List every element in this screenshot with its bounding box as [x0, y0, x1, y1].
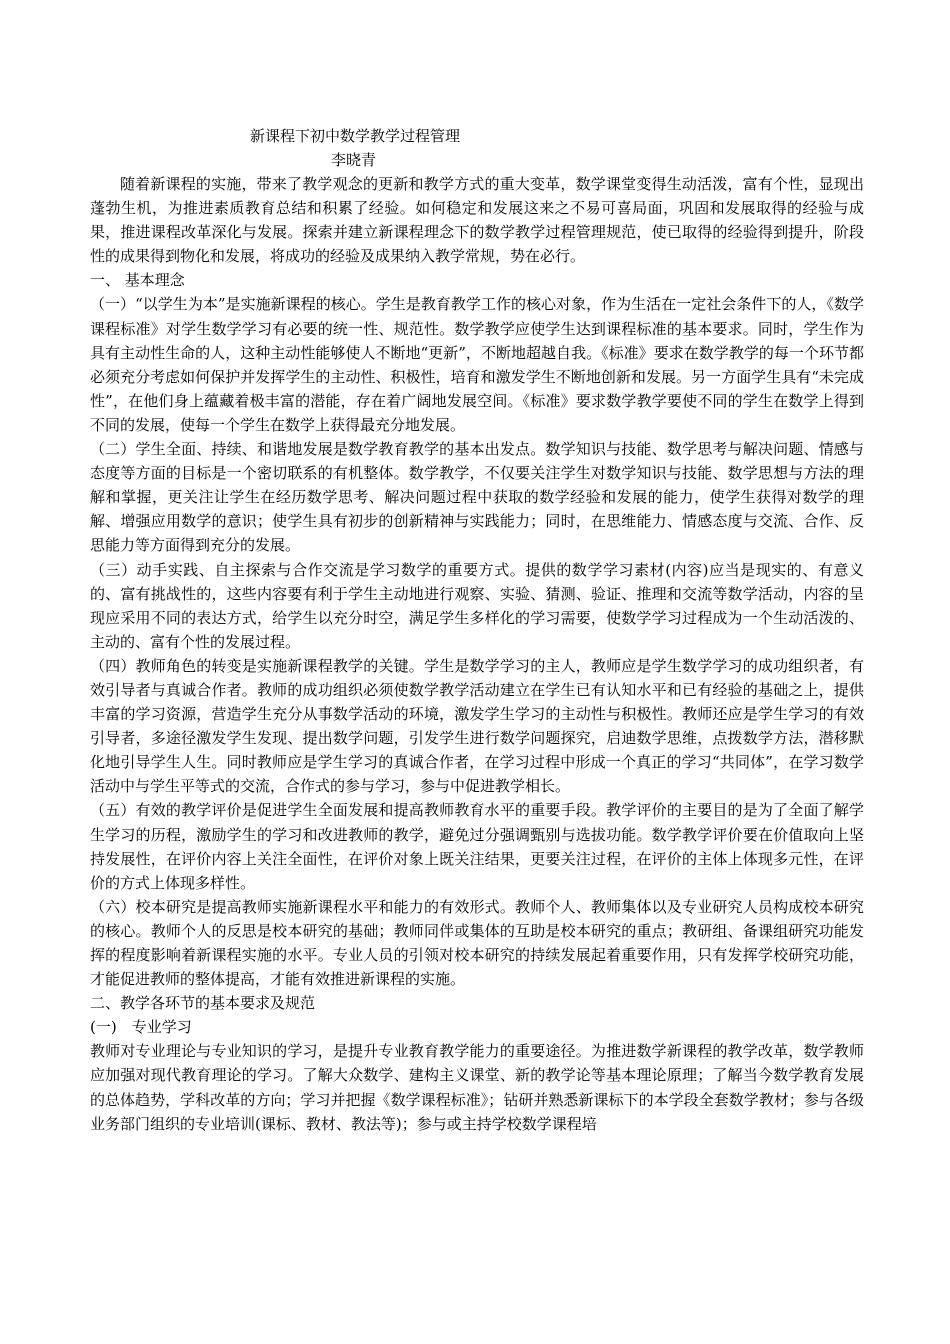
subsection-heading-professional-study: (一) 专业学习 [90, 1018, 192, 1037]
paragraph-student-centered: （一）“以学生为本”是实施新课程的核心。学生是教育教学工作的核心对象，作为生活在一定社会条件下的人，《数学课程标准》对学生数学学习有必要的统一性、规范性。数学教学应使学生达到课程标准的基本要求。同时，学生作为具有主动性生命的人，这种主动性能够使人不断地“更新”，不断地超越自我。《标准》要求在数学教学的每一个环节都必须充分考虑如何保护并发挥学生的主动性、积极性，培育和激发学生不断地创新和发展。另一方面学生具有“未完成性”，在他们身上蕴藏着极丰富的潜能，存在着广阔地发展空间。《标准》要求数学教学要使不同的学生在数学上得到不同的发展，使每一个学生在数学上获得最充分地发展。 [90, 295, 864, 434]
paragraph-hands-on-practice: （三）动手实践、自主探索与合作交流是学习数学的重要方式。提供的数学学习素材(内容)应当是现实的、有意义的、富有挑战性的，这些内容要有利于学生主动地进行观察、实验、猜测、验证、推理和交流等数学活动，内容的呈现应采用不同的表达方式，给学生以充分时空，满足学生多样化的学习需要，使数学学习过程成为一个生动活泼的、主动的、富有个性的发展过程。 [90, 560, 864, 651]
paragraph-teaching-evaluation: （五）有效的教学评价是促进学生全面发展和提高教师教育水平的重要手段。教学评价的主要目的是为了全面了解学生学习的历程，激励学生的学习和改进教师的教学，避免过分强调甄别与选拔功能。数学教学评价要在价值取向上坚持发展性，在评价内容上关注全面性，在评价对象上既关注结果，更要关注过程，在评价的主体上体现多元性，在评价的方式上体现多样性。 [90, 801, 864, 892]
intro-paragraph: 随着新课程的实施，带来了教学观念的更新和教学方式的重大变革，数学课堂变得生动活泼，富有个性，显现出蓬勃生机，为推进素质教育总结和积累了经验。如何稳定和发展这来之不易可喜局面，巩固和发展取得的经验与成果，推进课程改革深化与发展。探索并建立新课程理念下的数学教学过程管理规范，使已取得的经验得到提升，阶段性的成果得到物化和发展，将成功的经验及成果纳入教学常规，势在必行。 [90, 175, 864, 266]
paragraph-holistic-development: （二）学生全面、持续、和谐地发展是数学教育教学的基本出发点。数学知识与技能、数学思考与解决问题、情感与态度等方面的目标是一个密切联系的有机整体。数学教学，不仅要关注学生对数学知识与技能、数学思想与方法的理解和掌握，更关注让学生在经历数学思考、解决问题过程中获取的数学经验和发展的能力，使学生获得对数学的理解、增强应用数学的意识；使学生具有初步的创新精神与实践能力；同时，在思维能力、情感态度与交流、合作、反思能力等方面得到充分的发展。 [90, 440, 864, 555]
paragraph-professional-study: 教师对专业理论与专业知识的学习，是提升专业教育教学能力的重要途径。为推进数学新课程的教学改革，数学教师应加强对现代教育理论的学习。了解大众数学、建构主义课堂、新的教学论等基本理论原理；了解当今数学教育发展的总体趋势，学科改革的方向；学习并把握《数学课程标准》；钻研并熟悉新课标下的本学段全套数学教材；参与各级业务部门组织的专业培训(课标、教材、教法等)；参与或主持学校数学课程培 [90, 1042, 864, 1133]
document-title: 新课程下初中数学教学过程管理 [250, 127, 461, 145]
section-heading-basic-concepts: 一、 基本理念 [90, 271, 185, 290]
section-heading-teaching-requirements: 二、教学各环节的基本要求及规范 [90, 994, 316, 1013]
document-page [90, 124, 864, 1136]
paragraph-teacher-role: （四）教师角色的转变是实施新课程教学的关键。学生是数学学习的主人，教师应是学生数学学习的成功组织者，有效引导者与真诚合作者。教师的成功组织必须使数学教学活动建立在学生已有认知水平和已有经验的基础之上，提供丰富的学习资源，营造学生充分从事数学活动的环境，激发学生学习的主动性与积极性。教师还应是学生学习的有效引导者，多途径激发学生发现、提出数学问题，引发学生进行数学问题探究，启迪数学思维，点拨数学方法，潜移默化地引导学生人生。同时教师应是学生学习的真诚合作者，在学习过程中形成一个真正的学习“共同体”，在学习数学活动中与学生平等式的交流，合作式的参与学习，参与中促进教学相长。 [90, 656, 864, 796]
paragraph-school-based-research: （六）校本研究是提高教师实施新课程水平和能力的有效形式。教师个人、教师集体以及专业研究人员构成校本研究的核心。教师个人的反思是校本研究的基础；教师同伴或集体的互助是校本研究的重点；教研组、备课组研究功能发挥的程度影响着新课程实施的水平。专业人员的引领对校本研究的持续发展起着重要作用，只有发挥学校研究功能，才能促进教师的整体提高，才能有效推进新课程的实施。 [90, 897, 864, 989]
author-name: 李晓青 [331, 151, 377, 169]
